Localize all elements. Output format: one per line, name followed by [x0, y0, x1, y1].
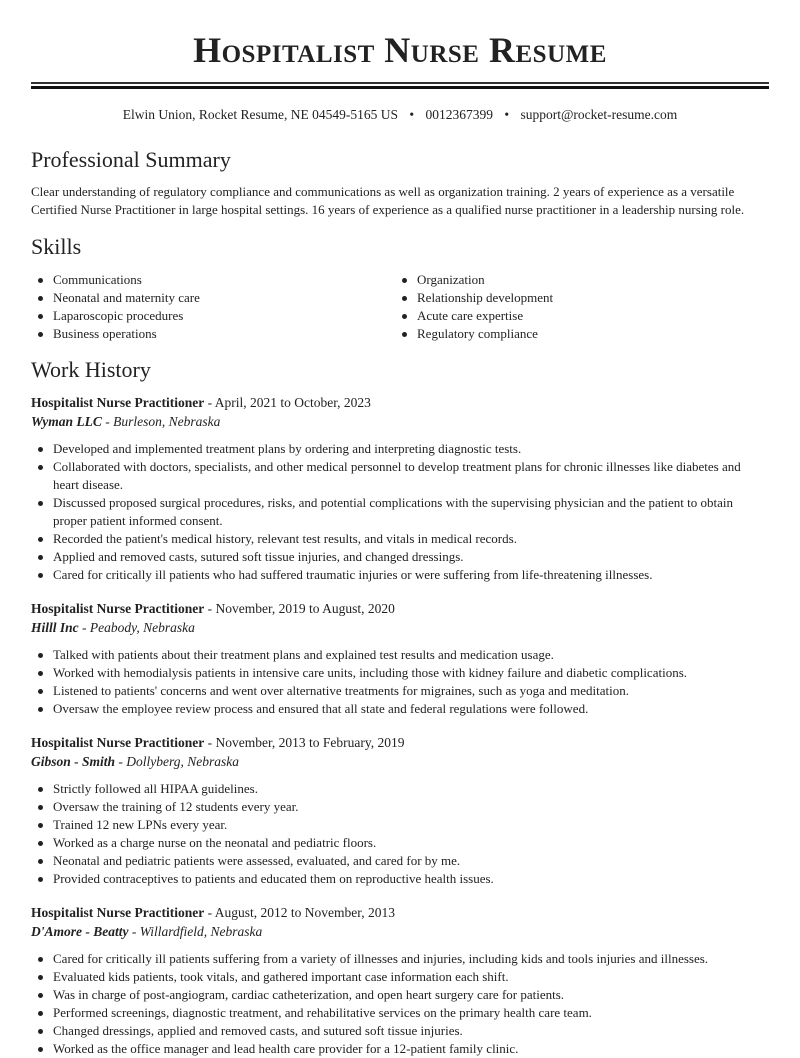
job-title: Hospitalist Nurse Practitioner — [31, 735, 205, 750]
job-bullet: Oversaw the employee review process and ensured that all state and federal regulations were followed. — [31, 700, 769, 718]
job-entry — [31, 394, 769, 584]
skill-item: Relationship development — [395, 289, 759, 307]
job-bullet: Provided contraceptives to patients and educated them on reproductive health issues. — [31, 870, 769, 888]
job-dates: April, 2021 to October, 2023 — [214, 395, 371, 410]
skills-column-right — [395, 271, 759, 343]
company-location: Burleson, Nebraska — [113, 414, 221, 429]
dash: - — [115, 754, 127, 769]
job-bullet: Worked with hemodialysis patients in intensive care units, including those with kidney failure and diabetic complications. — [31, 664, 769, 682]
company-name: D'Amore - Beatty — [31, 924, 129, 939]
job-bullets — [31, 440, 769, 584]
job-title: Hospitalist Nurse Practitioner — [31, 601, 205, 616]
skills-heading: Skills — [31, 234, 82, 259]
job-title: Hospitalist Nurse Practitioner — [31, 395, 205, 410]
dash: - — [204, 905, 215, 920]
job-bullet: Talked with patients about their treatment plans and explained test results and medication usage. — [31, 646, 769, 664]
job-title: Hospitalist Nurse Practitioner — [31, 905, 205, 920]
job-entry — [31, 600, 769, 718]
contact-line — [31, 106, 769, 124]
job-bullet: Listened to patients' concerns and went over alternative treatments for migraines, such as yoga and meditation. — [31, 682, 769, 700]
skill-item: Communications — [31, 271, 395, 289]
skill-item: Laparoscopic procedures — [31, 307, 395, 325]
job-bullet: Cared for critically ill patients who had suffered traumatic injuries or were suffering from life-threatening illnesses. — [31, 566, 769, 584]
job-dates: November, 2019 to August, 2020 — [215, 601, 395, 616]
skill-item: Business operations — [31, 325, 395, 343]
job-bullet: Worked as the office manager and lead health care provider for a 12-patient family clinic. — [31, 1040, 769, 1058]
skill-item: Organization — [395, 271, 759, 289]
job-bullet: Developed and implemented treatment plans by ordering and interpreting diagnostic tests. — [31, 440, 769, 458]
summary-text: Clear understanding of regulatory compliance and communications as well as organization training. 2 years of experience as a versatile Certified Nurse Practitioner in large hospital settings. 16 years of experience as a qualified nurse practitioner in a leadership nursing role. — [31, 184, 745, 217]
job-bullet: Strictly followed all HIPAA guidelines. — [31, 780, 769, 798]
job-bullet: Cared for critically ill patients suffering from a variety of illnesses and injuries, including kids and tools injuries and illnesses. — [31, 950, 769, 968]
job-bullet: Discussed proposed surgical procedures, risks, and potential complications with the supervising physician and the patient to obtain proper patient informed consent. — [31, 494, 769, 530]
company-name: Gibson - Smith — [31, 754, 116, 769]
contact-address: Elwin Union, Rocket Resume, NE 04549-5165 US — [122, 107, 398, 122]
bullet-separator: • — [504, 107, 510, 122]
job-bullet: Recorded the patient's medical history, relevant test results, and vitals in medical records. — [31, 530, 769, 548]
company-location: Willardfield, Nebraska — [139, 924, 263, 939]
header-divider-thick — [31, 86, 769, 89]
job-bullets — [31, 646, 769, 718]
job-title-line — [31, 904, 769, 922]
job-bullet: Was in charge of post-angiogram, cardiac catheterization, and open heart surgery care for patients. — [31, 986, 769, 1004]
job-title-line — [31, 734, 769, 752]
contact-phone: 0012367399 — [425, 107, 493, 122]
dash: - — [204, 735, 216, 750]
job-entry — [31, 734, 769, 888]
job-dates: August, 2012 to November, 2013 — [214, 905, 395, 920]
job-bullet: Trained 12 new LPNs every year. — [31, 816, 769, 834]
company-line — [31, 923, 769, 941]
job-bullet: Neonatal and pediatric patients were assessed, evaluated, and cared for by me. — [31, 852, 769, 870]
job-bullet: Evaluated kids patients, took vitals, and gathered important case information each shift. — [31, 968, 769, 986]
page-title: Hospitalist Nurse Resume — [193, 30, 607, 70]
company-location: Dollyberg, Nebraska — [126, 754, 240, 769]
dash: - — [128, 924, 140, 939]
skill-item: Neonatal and maternity care — [31, 289, 395, 307]
company-line — [31, 753, 769, 771]
job-dates: November, 2013 to February, 2019 — [215, 735, 405, 750]
job-bullet: Applied and removed casts, sutured soft tissue injuries, and changed dressings. — [31, 548, 769, 566]
job-title-line — [31, 394, 769, 412]
company-line — [31, 619, 769, 637]
job-title-line — [31, 600, 769, 618]
job-bullets — [31, 950, 769, 1058]
company-location: Peabody, Nebraska — [89, 620, 195, 635]
job-bullet: Oversaw the training of 12 students every year. — [31, 798, 769, 816]
work-history-heading: Work History — [31, 357, 151, 382]
skills-list — [31, 271, 769, 343]
bullet-separator: • — [409, 107, 415, 122]
job-bullet: Changed dressings, applied and removed casts, and sutured soft tissue injuries. — [31, 1022, 769, 1040]
dash: - — [101, 414, 114, 429]
job-bullet: Performed screenings, diagnostic treatment, and rehabilitative services on the primary health care team. — [31, 1004, 769, 1022]
company-name: Wyman LLC — [31, 414, 102, 429]
job-bullet: Worked as a charge nurse on the neonatal and pediatric floors. — [31, 834, 769, 852]
skills-column-left — [31, 271, 395, 343]
skill-item: Acute care expertise — [395, 307, 759, 325]
dash: - — [78, 620, 90, 635]
job-bullets — [31, 780, 769, 888]
summary-heading: Professional Summary — [31, 147, 231, 172]
company-line — [31, 413, 769, 431]
job-bullet: Collaborated with doctors, specialists, and other medical personnel to develop treatment plans for chronic illnesses like diabetes and heart disease. — [31, 458, 769, 494]
contact-email: support@rocket-resume.com — [520, 107, 678, 122]
dash: - — [204, 395, 215, 410]
company-name: Hilll Inc — [31, 620, 79, 635]
dash: - — [204, 601, 216, 616]
skill-item: Regulatory compliance — [395, 325, 759, 343]
